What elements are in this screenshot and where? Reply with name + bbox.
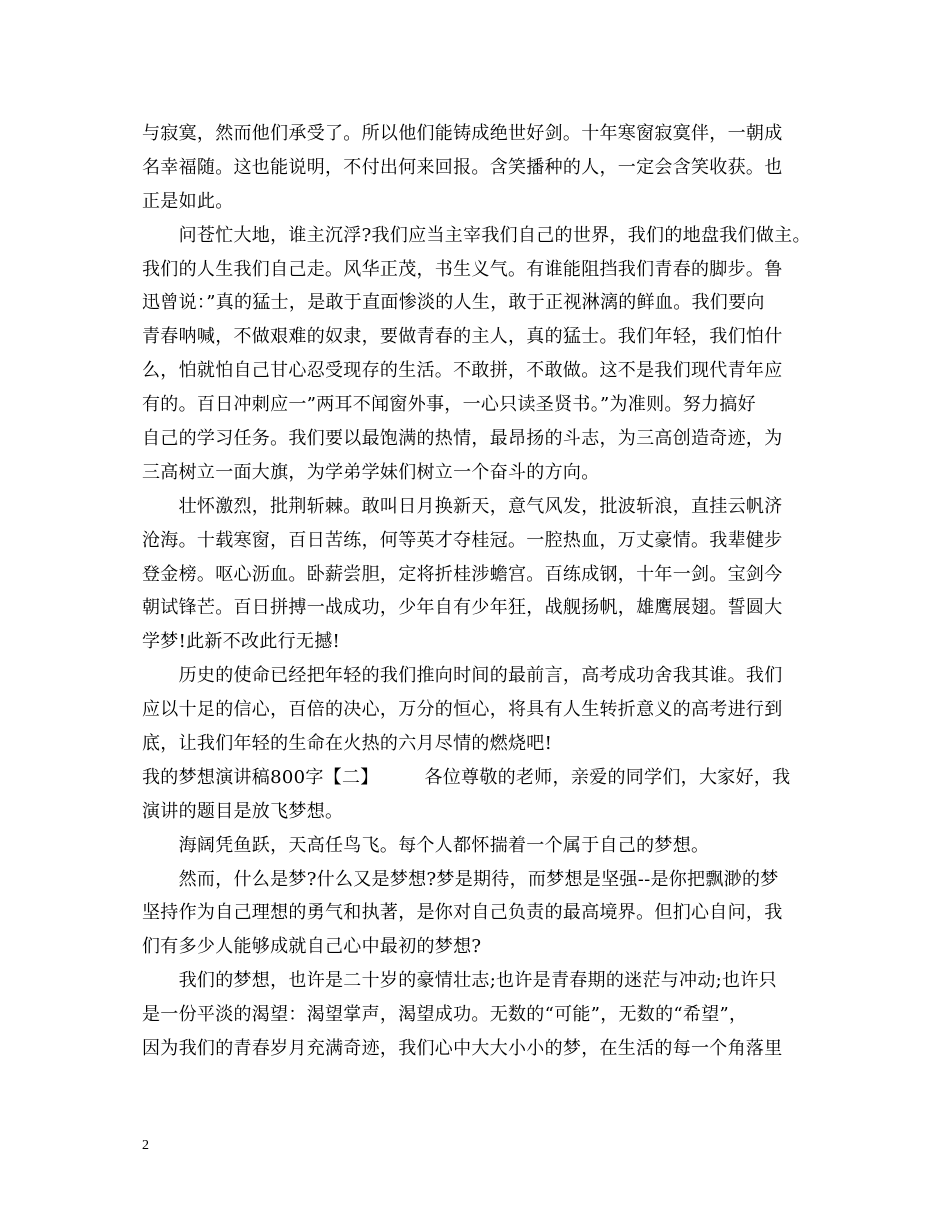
- text-line: 应以十足的信心，百倍的决心，万分的恒心，将具有人生转折意义的高考进行到: [142, 699, 783, 721]
- text-line: 青春呐喊，不做艰难的奴隶，要做青春的主人，真的猛士。我们年轻，我们怕什: [142, 326, 783, 348]
- text-line: 我们的梦想，也许是二十岁的豪情壮志;也许是青春期的迷茫与冲动;也许只: [142, 970, 777, 992]
- text-line: 学梦!此新不改此行无撼!: [142, 631, 341, 653]
- body-text: [142, 117, 810, 1066]
- text-line: 历史的使命已经把年轻的我们推向时间的最前言，高考成功舍我其谁。我们: [142, 665, 783, 687]
- section-heading-line: 我的梦想演讲稿800字【二】 各位尊敬的老师，亲爱的同学们，大家好，我: [142, 766, 791, 788]
- text-line: 们有多少人能够成就自己心中最初的梦想?: [142, 936, 482, 958]
- text-line: 坚持作为自己理想的勇气和执著，是你对自己负责的最高境界。但扪心自问，我: [142, 902, 783, 924]
- text-line: 沧海。十载寒窗，百日苦练，何等英才夺桂冠。一腔热血，万丈豪情。我辈健步: [142, 529, 783, 551]
- text-line: 名幸福随。这也能说明，不付出何来回报。含笑播种的人，一定会含笑收获。也: [142, 156, 783, 178]
- text-line: 登金榜。呕心沥血。卧薪尝胆，定将折桂涉蟾宫。百练成钢，十年一剑。宝剑今: [142, 563, 783, 585]
- page-number: 2: [142, 1138, 149, 1153]
- text-line: 与寂寞，然而他们承受了。所以他们能铸成绝世好剑。十年寒窗寂寞伴，一朝成: [142, 123, 783, 144]
- text-line: 底，让我们年轻的生命在火热的六月尽情的燃烧吧!: [142, 733, 553, 755]
- text-line: 然而，什么是梦?什么又是梦想?梦是期待，而梦想是坚强--是你把飘渺的梦: [142, 868, 779, 890]
- text-line: 么，怕就怕自己甘心忍受现存的生活。不敢拼，不敢做。这不是我们现代青年应: [142, 360, 783, 382]
- text-line: 正是如此。: [142, 190, 234, 212]
- text-line: 有的。百日冲刺应一”两耳不闻窗外事，一心只读圣贤书。”为准则。努力搞好: [142, 394, 756, 416]
- text-line: 三高树立一面大旗，为学弟学妹们树立一个奋斗的方向。: [142, 461, 600, 483]
- text-line: 是一份平淡的渴望：渴望掌声，渴望成功。无数的“可能”，无数的“希望”，: [142, 1004, 748, 1026]
- text-line: 自己的学习任务。我们要以最饱满的热情，最昂扬的斗志，为三高创造奇迹，为: [142, 428, 783, 450]
- text-line: 因为我们的青春岁月充满奇迹，我们心中大大小小的梦，在生活的每一个角落里: [142, 1038, 783, 1060]
- text-line: 演讲的题目是放飞梦想。: [142, 800, 344, 822]
- text-line: 迅曾说：”真的猛士，是敢于直面惨淡的人生，敢于正视淋漓的鲜血。我们要向: [142, 292, 765, 314]
- text-line: 壮怀激烈，批荆斩棘。敢叫日月换新天，意气风发，批波斩浪，直挂云帆济: [142, 495, 783, 517]
- text-line: 海阔凭鱼跃，天高任鸟飞。每个人都怀揣着一个属于自己的梦想。: [142, 834, 710, 856]
- text-line: 我们的人生我们自己走。风华正茂，书生义气。有谁能阻挡我们青春的脚步。鲁: [142, 258, 783, 280]
- text-line: 朝试锋芒。百日拼搏一战成功，少年自有少年狂，战舰扬帆，雄鹰展翅。誓圆大: [142, 597, 783, 619]
- text-line: 问苍忙大地，谁主沉浮?我们应当主宰我们自己的世界，我们的地盘我们做主。: [142, 224, 811, 246]
